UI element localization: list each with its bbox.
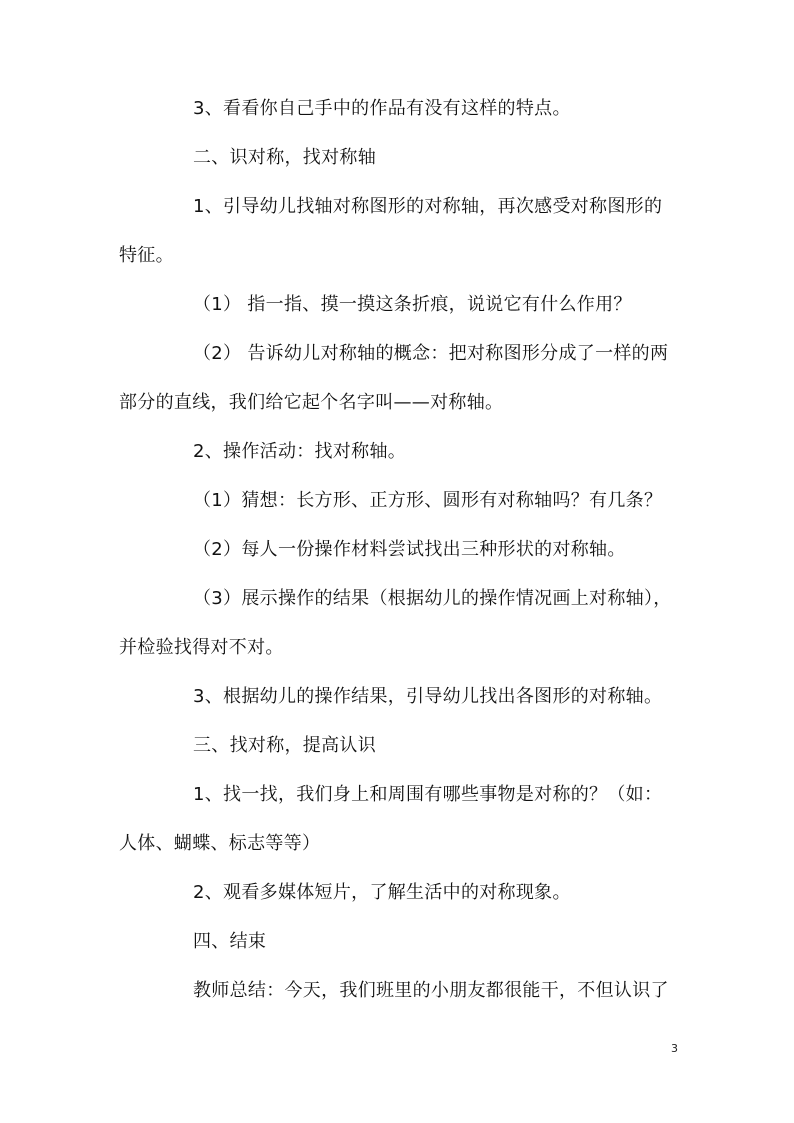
paragraph-line: 1、引导幼儿找轴对称图形的对称轴，再次感受对称图形的 (193, 196, 663, 217)
paragraph-line: 1、找一找，我们身上和周围有哪些事物是对称的？（如： (193, 784, 663, 805)
paragraph-line: （2） 告诉幼儿对称轴的概念：把对称图形分成了一样的两 (193, 343, 669, 364)
page-number: 3 (671, 1042, 678, 1055)
paragraph-line: 2、观看多媒体短片，了解生活中的对称现象。 (193, 882, 571, 903)
paragraph-line: 3、看看你自己手中的作品有没有这样的特点。 (193, 98, 571, 119)
section-heading: 二、识对称，找对称轴 (193, 147, 376, 168)
paragraph-line: 2、操作活动：找对称轴。 (193, 441, 407, 462)
paragraph-line: 教师总结：今天，我们班里的小朋友都很能干，不但认识了 (193, 980, 669, 1001)
paragraph-line: （1） 指一指、摸一摸这条折痕，说说它有什么作用？ (193, 294, 632, 315)
paragraph-line: 并检验找得对不对。 (119, 637, 284, 658)
paragraph-line: 部分的直线，我们给它起个名字叫——对称轴。 (119, 392, 504, 413)
paragraph-line: （2）每人一份操作材料尝试找出三种形状的对称轴。 (193, 539, 626, 560)
paragraph-line: 3、根据幼儿的操作结果，引导幼儿找出各图形的对称轴。 (193, 686, 663, 707)
paragraph-line: 人体、蝴蝶、标志等等） (119, 833, 321, 854)
paragraph-line: 特征。 (119, 245, 174, 266)
paragraph-line: （1）猜想：长方形、正方形、圆形有对称轴吗？有几条？ (193, 490, 663, 511)
section-heading: 四、结束 (193, 931, 267, 952)
paragraph-line: （3）展示操作的结果（根据幼儿的操作情况画上对称轴）， (193, 588, 672, 609)
section-heading: 三、找对称，提高认识 (193, 735, 376, 756)
